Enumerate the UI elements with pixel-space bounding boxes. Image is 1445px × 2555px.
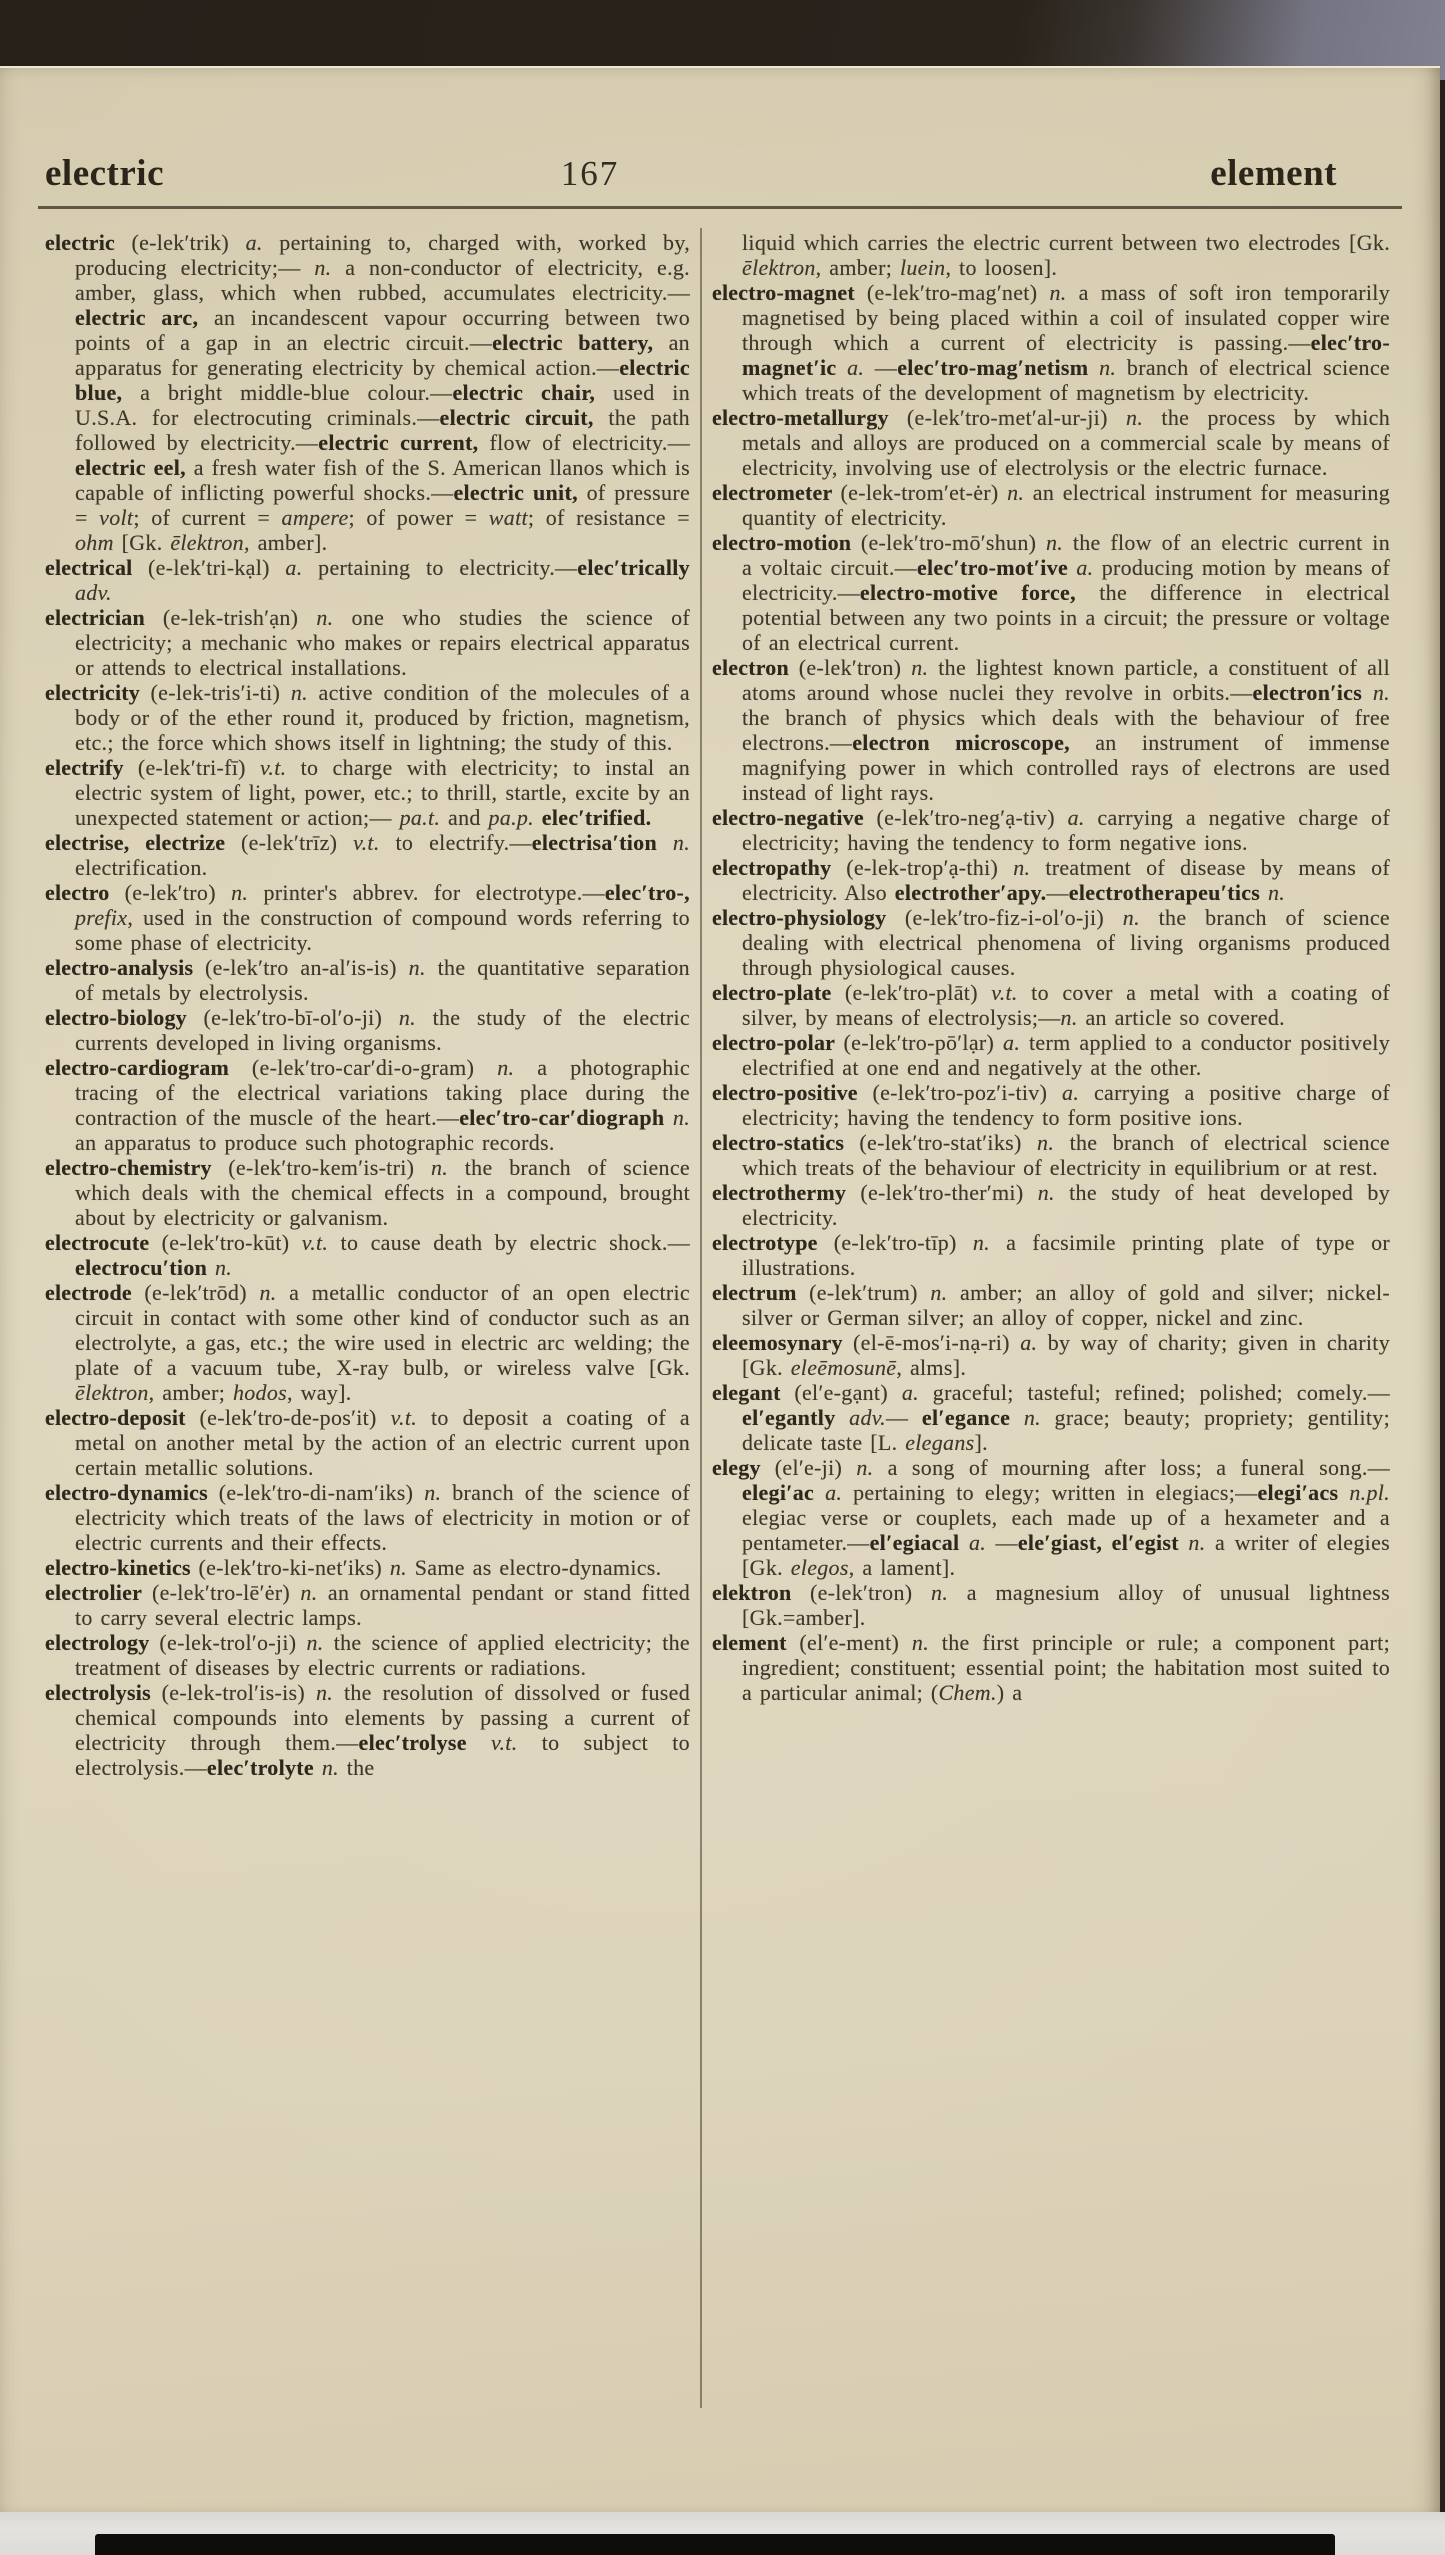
entry-headword: electrolysis [45, 1680, 162, 1705]
dictionary-entry: electrise, electrize (e-lek′trīz) v.t. to electrify.—electrisa′tion n. electrification. [45, 830, 690, 880]
dictionary-entry: elegy (el′e-ji) n. a song of mourning after loss; a funeral song.—elegi′ac a. pertaining to elegy; written in elegiacs;—elegi′acs n.pl. elegiac verse or couplets, each made up of a hexameter and a pentameter.—el′egiacal a. —ele′giast, el′egist n. a writer of elegies [Gk. elegos, a lament]. [712, 1455, 1390, 1580]
dictionary-entry: eleemosynary (el-ē-mos′i-nạ-ri) a. by way of charity; given in charity [Gk. eleēmosunē, alms]. [712, 1330, 1390, 1380]
entry-headword: electrocute [45, 1230, 162, 1255]
entry-headword: electro-dynamics [45, 1480, 219, 1505]
dictionary-entry: electro-motion (e-lek′tro-mō′shun) n. the flow of an electric current in a voltaic circuit.—elec′tro-mot′ive a. producing motion by means of electricity.—electro-motive force, the difference in electrical potential between any two points in a circuit; the pressure or voltage of an electrical current. [712, 530, 1391, 655]
entry-headword: eleemosynary [712, 1330, 853, 1355]
dictionary-entry: electro (e-lek′tro) n. printer's abbrev. for electrotype.—elec′tro-, prefix, used in the construction of compound words referring to some phase of electricity. [45, 880, 690, 955]
entry-headword: elektron [712, 1580, 810, 1605]
dictionary-entry: electrotype (e-lek′tro-tīp) n. a facsimile printing plate of type or illustrations. [712, 1230, 1390, 1280]
dictionary-entry: electro-plate (e-lek′tro-plāt) v.t. to cover a metal with a coating of silver, by means of electrolysis;—n. an article so covered. [712, 980, 1391, 1030]
dictionary-entry: electro-kinetics (e-lek′tro-ki-net′iks) n. Same as electro-dynamics. [45, 1555, 662, 1580]
dictionary-entry: electro-magnet (e-lek′tro-mag′net) n. a mass of soft iron temporarily magnetised by being placed within a coil of insulated copper wire through which a current of electricity is passing.—elec′tro-magnet′ic a. —elec′tro-mag′netism n. branch of electrical science which treats of the development of magnetism by electricity. [712, 280, 1391, 405]
dictionary-entry: electron (e-lek′tron) n. the lightest known particle, a constituent of all atoms around whose nuclei they revolve in orbits.—electron′ics n. the branch of physics which deals with the behaviour of free electrons.—electron microscope, an instrument of immense magnifying power in which controlled rays of electrons are used instead of light rays. [712, 655, 1390, 805]
entry-headword: electrology [45, 1630, 160, 1655]
entry-headword: electro [45, 880, 125, 905]
entry-headword: electrode [45, 1280, 145, 1305]
entry-headword: electro-negative [712, 805, 877, 830]
entry-headword: electrify [45, 755, 138, 780]
entry-headword: electro-biology [45, 1005, 204, 1030]
book-page [0, 66, 1440, 2516]
dictionary-entry: electrode (e-lek′trōd) n. a metallic conductor of an open electric circuit in contact with some other kind of conductor such as an electrolyte, a gas, etc.; the wire used in electric arc welding; the plate of a vacuum tube, X-ray bulb, or wireless valve [Gk. ēlektron, amber; hodos, way]. [45, 1280, 690, 1405]
dictionary-entry: electro-positive (e-lek′tro-poz′i-tiv) a. carrying a positive charge of electricity; having the tendency to form positive ions. [712, 1080, 1390, 1130]
entry-headword: electro-chemistry [45, 1155, 229, 1180]
dictionary-entry: electrician (e-lek-trish′ạn) n. one who studies the science of electricity; a mechanic who makes or repairs electrical apparatus or attends to electrical installations. [45, 605, 690, 680]
entry-headword: electropathy [712, 855, 847, 880]
entry-headword: electro-plate [712, 980, 845, 1005]
entry-headword: electro-metallurgy [712, 405, 907, 430]
dictionary-entry: electro-metallurgy (e-lek′tro-met′al-ur-ji) n. the process by which metals and alloys are produced on a commercial scale by means of electricity, involving use of electrolysis or the electric furnace. [712, 405, 1391, 480]
table-surface [95, 2534, 1335, 2555]
dictionary-entry: electro-polar (e-lek′tro-pō′lạr) a. term applied to a conductor positively electrified at one end and negatively at the other. [712, 1030, 1390, 1080]
guide-word-right: element [1210, 153, 1337, 194]
dictionary-entry: electro-analysis (e-lek′tro an-al′is-is) n. the quantitative separation of metals by electrolysis. [45, 955, 690, 1005]
entry-headword: electricity [45, 680, 151, 705]
dictionary-entry: liquid which carries the electric current between two electrodes [Gk. ēlektron, amber; luein, to loosen]. [742, 230, 1390, 280]
entry-headword: electro-physiology [712, 905, 905, 930]
column-divider [700, 228, 702, 2408]
header-rule [38, 206, 1402, 209]
entry-headword: electro-statics [712, 1130, 860, 1155]
entry-headword: electrician [45, 605, 163, 630]
dictionary-entry: electropathy (e-lek-trop′ạ-thi) n. treatment of disease by means of electricity. Also electrother′apy.—electrotherapeu′tics n. [712, 855, 1391, 905]
dictionary-entry: electrify (e-lek′tri-fī) v.t. to charge with electricity; to instal an electric system of light, power, etc.; to thrill, startle, excite by an unexpected statement or action;— pa.t. and pa.p. elec′trified. [45, 755, 690, 830]
dictionary-entry: electrometer (e-lek-trom′et-ėr) n. an electrical instrument for measuring quantity of electricity. [712, 480, 1390, 530]
dictionary-entry: electrothermy (e-lek′tro-ther′mi) n. the study of heat developed by electricity. [712, 1180, 1391, 1230]
dictionary-entry: electro-biology (e-lek′tro-bī-ol′o-ji) n. the study of the electric currents developed in living organisms. [45, 1005, 690, 1055]
entry-headword: electro-kinetics [45, 1555, 199, 1580]
dictionary-entry: electrology (e-lek-trol′o-ji) n. the science of applied electricity; the treatment of diseases by electric currents or radiations. [45, 1630, 690, 1680]
entry-headword: elegant [712, 1380, 795, 1405]
dictionary-entry: electro-statics (e-lek′tro-stat′iks) n. the branch of electrical science which treats of the behaviour of electricity in equilibrium or at rest. [712, 1130, 1390, 1180]
dictionary-entry: electrocute (e-lek′tro-kūt) v.t. to cause death by electric shock.—electrocu′tion n. [45, 1230, 691, 1280]
dictionary-entry: electro-cardiogram (e-lek′tro-car′di-o-gram) n. a photographic tracing of the electrical variations taking place during the contraction of the muscle of the heart.—elec′tro-car′diograph n. an apparatus to produce such photographic records. [45, 1055, 690, 1155]
dictionary-entry: electrolier (e-lek′tro-lē′ėr) n. an ornamental pendant or stand fitted to carry several electric lamps. [45, 1580, 690, 1630]
dictionary-entry: electro-dynamics (e-lek′tro-di-nam′iks) n. branch of the science of electricity which treats of the laws of electricity in motion or of electric currents and their effects. [45, 1480, 690, 1555]
dictionary-entry: elektron (e-lek′tron) n. a magnesium alloy of unusual lightness [Gk.=amber]. [712, 1580, 1390, 1630]
entry-headword: electro-cardiogram [45, 1055, 252, 1080]
dictionary-entry: electrolysis (e-lek-trol′is-is) n. the resolution of dissolved or fused chemical compounds into elements by passing a current of electricity through them.—elec′trolyse v.t. to subject to electrolysis.—elec′trolyte n. the [45, 1680, 690, 1780]
dictionary-column-right [712, 230, 1390, 1705]
entry-headword: electro-deposit [45, 1405, 200, 1430]
dictionary-entry: electrum (e-lek′trum) n. amber; an alloy of gold and silver; nickel-silver or German silver; an alloy of copper, nickel and zinc. [712, 1280, 1391, 1330]
dictionary-column-left [45, 230, 690, 1780]
dictionary-entry: element (el′e-ment) n. the first principle or rule; a component part; ingredient; constituent; essential point; the habitation most suited to a particular animal; (Chem.) a [712, 1630, 1390, 1705]
entry-headword: electron [712, 655, 799, 680]
entry-headword: electrotype [712, 1230, 834, 1255]
dictionary-entry: electro-deposit (e-lek′tro-de-pos′it) v.t. to deposit a coating of a metal on another metal by the action of an electric current upon certain metallic solutions. [45, 1405, 690, 1480]
entry-headword: electro-magnet [712, 280, 867, 305]
dictionary-entry: electricity (e-lek-tris′i-ti) n. active condition of the molecules of a body or of the ether round it, produced by friction, magnetism, etc.; the force which shows itself in lightning; the study of this. [45, 680, 691, 755]
entry-headword: element [712, 1630, 800, 1655]
dictionary-entry: electric (e-lek′trik) a. pertaining to, charged with, worked by, producing electricity;— n. a non-conductor of electricity, e.g. amber, glass, which when rubbed, accumulates electricity.—electric arc, an incandescent vapour occurring between two points of a gap in an electric circuit.—electric battery, an apparatus for generating electricity by chemical action.—electric blue, a bright middle-blue colour.—electric chair, used in U.S.A. for electrocuting criminals.—electric circuit, the path followed by electricity.—electric current, flow of electricity.—electric eel, a fresh water fish of the S. American llanos which is capable of inflicting powerful shocks.—electric unit, of pressure = volt; of current = ampere; of power = watt; of resistance = ohm [Gk. ēlektron, amber]. [45, 230, 691, 555]
entry-headword: electrical [45, 555, 149, 580]
entry-headword: electro-positive [712, 1080, 873, 1105]
entry-headword: elegy [712, 1455, 775, 1480]
entry-headword: electro-analysis [45, 955, 205, 980]
entry-headword: electro-polar [712, 1030, 844, 1055]
entry-headword: electro-motion [712, 530, 861, 555]
guide-word-left: electric [45, 153, 164, 194]
dictionary-entry: electrical (e-lek′tri-kạl) a. pertaining to electricity.—elec′trically adv. [45, 555, 690, 605]
entry-headword: electrolier [45, 1580, 152, 1605]
entry-headword: electrothermy [712, 1180, 861, 1205]
entry-headword: electric [45, 230, 132, 255]
entry-headword: electrum [712, 1280, 810, 1305]
dictionary-entry: electro-chemistry (e-lek′tro-kem′is-tri) n. the branch of science which deals with the chemical effects in a compound, brought about by electricity or galvanism. [45, 1155, 690, 1230]
dictionary-entry: electro-negative (e-lek′tro-neg′ạ-tiv) a. carrying a negative charge of electricity; having the tendency to form negative ions. [712, 805, 1390, 855]
entry-headword: electrise, electrize [45, 830, 241, 855]
entry-headword: electrometer [712, 480, 841, 505]
dictionary-entry: elegant (el′e-gạnt) a. graceful; tasteful; refined; polished; comely.—el′egantly adv.— el′egance n. grace; beauty; propriety; gentility; delicate taste [L. elegans]. [712, 1380, 1390, 1455]
page-number: 167 [560, 154, 620, 193]
dictionary-entry: electro-physiology (e-lek′tro-fiz-i-ol′o-ji) n. the branch of science dealing with electrical phenomena of living organisms produced through physiological causes. [712, 905, 1390, 980]
